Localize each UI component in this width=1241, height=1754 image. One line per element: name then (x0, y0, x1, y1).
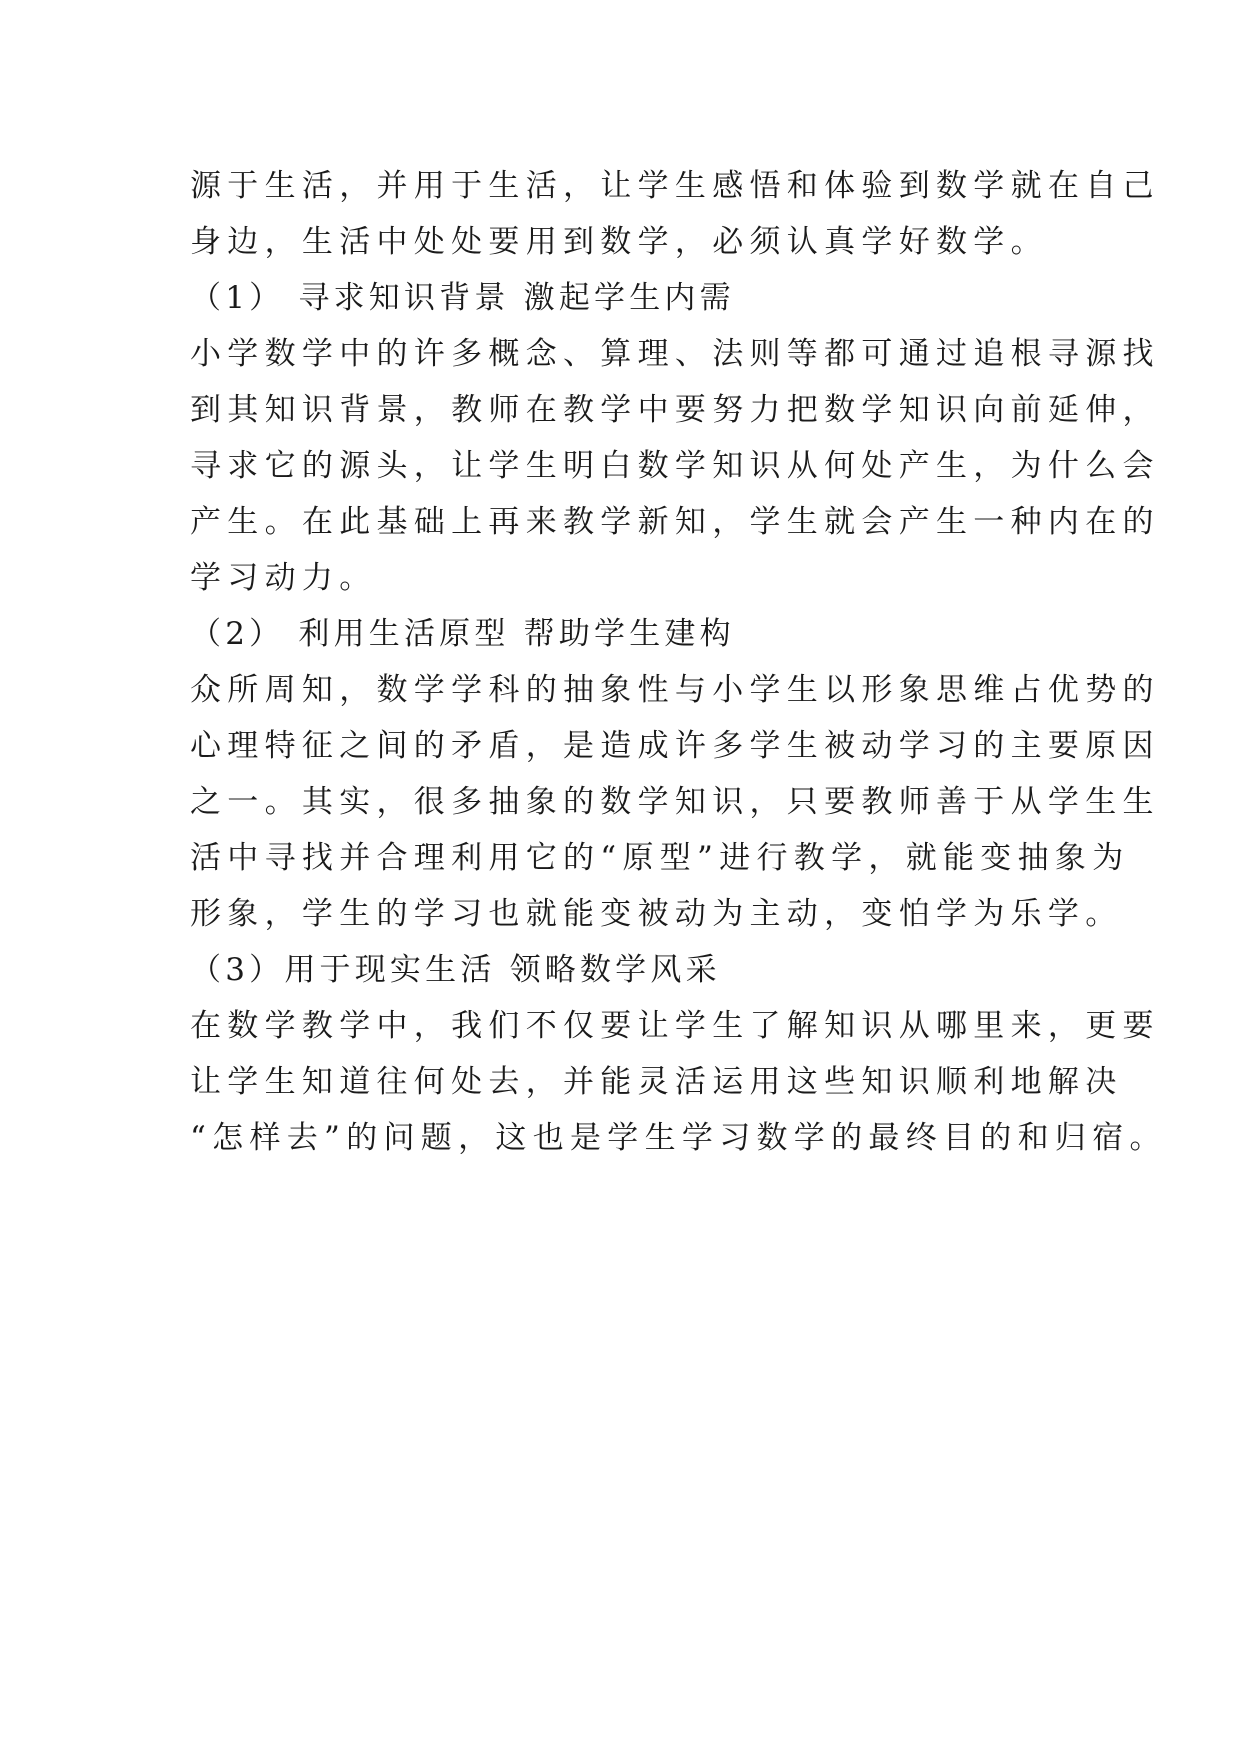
text-line: 活中寻找并合理利用它的“原型”进行教学，就能变抽象为 (190, 840, 1130, 876)
section-heading-1: （1） 寻求知识背景 激起学生内需 (190, 280, 735, 316)
text-line: 在数学教学中，我们不仅要让学生了解知识从哪里来，更要 (190, 1008, 1160, 1044)
text-line: 众所周知，数学学科的抽象性与小学生以形象思维占优势的 (190, 672, 1160, 708)
text-line: 源于生活，并用于生活，让学生感悟和体验到数学就在自己 (190, 168, 1160, 204)
text-line: 寻求它的源头，让学生明白数学知识从何处产生，为什么会 (190, 448, 1160, 484)
text-line: 之一。其实，很多抽象的数学知识，只要教师善于从学生生 (190, 784, 1160, 820)
text-line: 心理特征之间的矛盾，是造成许多学生被动学习的主要原因 (190, 728, 1160, 764)
section-heading-3: （3）用于现实生活 领略数学风采 (190, 952, 721, 988)
text-line: 到其知识背景，教师在教学中要努力把数学知识向前延伸， (190, 392, 1160, 428)
document-body (190, 158, 1167, 1166)
section-heading-2: （2） 利用生活原型 帮助学生建构 (190, 616, 735, 652)
text-line: “怎样去”的问题，这也是学生学习数学的最终目的和归宿。 (190, 1120, 1167, 1156)
text-line: 产生。在此基础上再来教学新知，学生就会产生一种内在的 (190, 504, 1160, 540)
text-line: 形象，学生的学习也就能变被动为主动，变怕学为乐学。 (190, 896, 1123, 932)
text-line: 学习动力。 (190, 560, 377, 596)
text-line: 身边，生活中处处要用到数学，必须认真学好数学。 (190, 224, 1048, 260)
text-line: 小学数学中的许多概念、算理、法则等都可通过追根寻源找 (190, 336, 1160, 372)
text-line: 让学生知道往何处去，并能灵活运用这些知识顺利地解决 (190, 1064, 1123, 1100)
